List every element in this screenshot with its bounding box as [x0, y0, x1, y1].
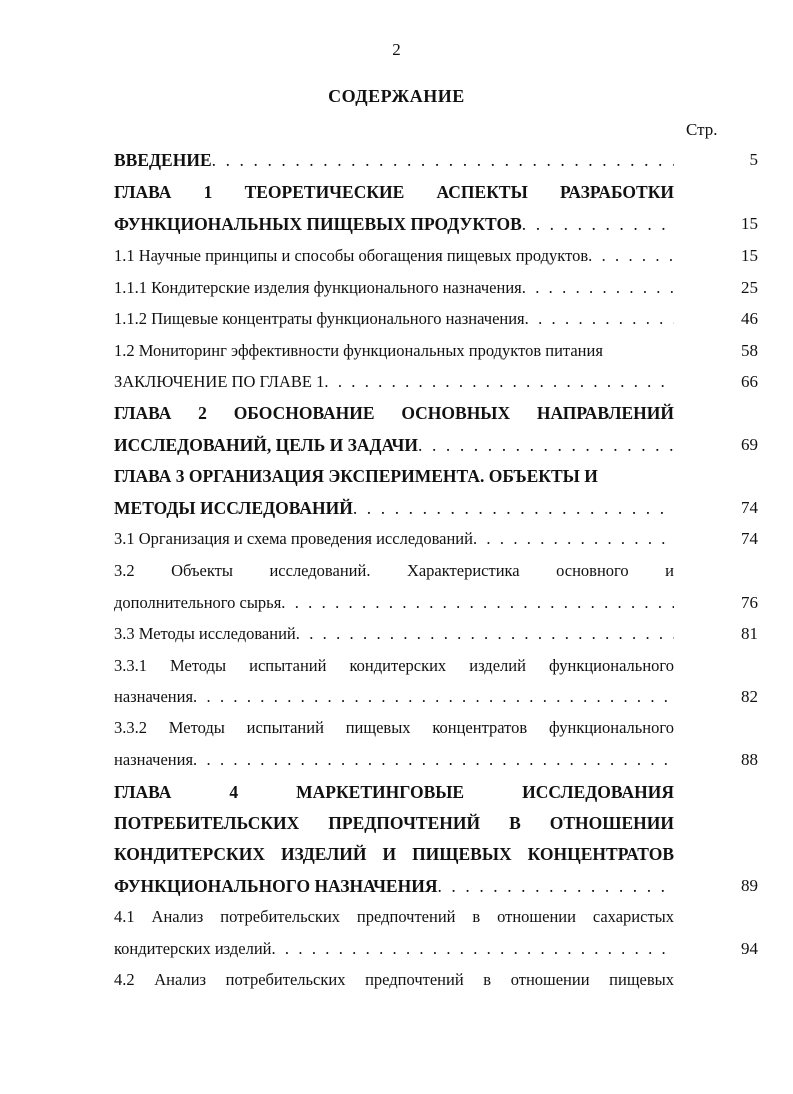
- toc-entry: [114, 305, 758, 333]
- toc-entry-text: 1.1 Научные принципы и способы обогащения пищевых продуктов: [114, 246, 589, 265]
- toc-entry-text: 4.1 Анализ потребительских предпочтений в отношении сахаристых: [114, 907, 674, 926]
- toc-entry: [114, 274, 758, 302]
- toc-entry-text: 1.2 Мониторинг эффективности функциональных продуктов питания: [114, 341, 603, 360]
- toc-entry-text: ФУНКЦИОНАЛЬНОГО НАЗНАЧЕНИЯ: [114, 876, 438, 896]
- toc-entry: [114, 146, 758, 174]
- toc-entry-text: 1.1.1 Кондитерские изделия функционального назначения: [114, 278, 522, 297]
- toc-entry: [114, 652, 758, 680]
- toc-entry: [114, 557, 758, 585]
- toc-entry-page: 58: [741, 341, 758, 360]
- toc-entry: [114, 840, 758, 868]
- toc-entry-text: ИССЛЕДОВАНИЙ, ЦЕЛЬ И ЗАДАЧИ: [114, 435, 418, 455]
- toc-entry-text: назначения: [114, 687, 194, 706]
- toc-entry-text: 4.2 Анализ потребительских предпочтений в отношении пищевых: [114, 970, 674, 989]
- toc-entry-page: 15: [741, 246, 758, 265]
- toc-entry: [114, 337, 758, 365]
- toc-entry: [114, 178, 758, 206]
- toc-entry-text: 1.1.2 Пищевые концентраты функционального назначения: [114, 309, 525, 328]
- toc-entry-page: 15: [741, 214, 758, 233]
- toc-entry: [114, 809, 758, 837]
- toc-entry: [114, 368, 758, 396]
- toc-entry-page: 89: [741, 876, 758, 895]
- page-number: 2: [392, 40, 401, 59]
- toc-entry-text: ПОТРЕБИТЕЛЬСКИХ ПРЕДПОЧТЕНИЙ В ОТНОШЕНИИ: [114, 813, 674, 833]
- toc-entry-text: МЕТОДЫ ИССЛЕДОВАНИЙ: [114, 498, 353, 518]
- toc-entry-text: 3.2 Объекты исследований. Характеристика основного и: [114, 561, 674, 580]
- toc-entry-page: 81: [741, 624, 758, 643]
- toc-entry-page: 46: [741, 309, 758, 328]
- toc-entry-text: ГЛАВА 2 ОБОСНОВАНИЕ ОСНОВНЫХ НАПРАВЛЕНИЙ: [114, 403, 674, 423]
- toc-entry-page: 74: [741, 529, 758, 548]
- toc-entry: [114, 399, 758, 427]
- toc-entry-page: 66: [741, 372, 758, 391]
- toc-entry-page: 88: [741, 750, 758, 769]
- toc-entry-page: 76: [741, 593, 758, 612]
- toc-entry-text: ГЛАВА 4 МАРКЕТИНГОВЫЕ ИССЛЕДОВАНИЯ: [114, 782, 674, 802]
- toc-entry: [114, 872, 758, 900]
- toc-entry-text: назначения: [114, 750, 194, 769]
- toc-entry: [114, 210, 758, 238]
- toc-entry-text: 3.3.1 Методы испытаний кондитерских изделий функционального: [114, 656, 674, 675]
- toc-entry: [114, 431, 758, 459]
- toc-entry-page: 82: [741, 687, 758, 706]
- toc-entry-text: ГЛАВА 3 ОРГАНИЗАЦИЯ ЭКСПЕРИМЕНТА. ОБЪЕКТЫ И: [114, 466, 598, 486]
- toc-entry: [114, 903, 758, 931]
- toc-entry: [114, 462, 758, 490]
- toc-entry: [114, 714, 758, 742]
- toc-entry-text: ЗАКЛЮЧЕНИЕ ПО ГЛАВЕ 1: [114, 372, 325, 391]
- toc-entry: [114, 494, 758, 522]
- toc-entry-text: ВВЕДЕНИЕ: [114, 150, 212, 170]
- toc-entry-text: дополнительного сырья: [114, 593, 282, 612]
- toc-entry-page: 74: [741, 498, 758, 517]
- toc-entry: [114, 683, 758, 711]
- toc-entry-page: 69: [741, 435, 758, 454]
- page-title: СОДЕРЖАНИЕ: [328, 86, 465, 106]
- page-column-header: Стр.: [686, 120, 718, 139]
- toc-entry-text: кондитерских изделий: [114, 939, 272, 958]
- toc-entry-text: ГЛАВА 1 ТЕОРЕТИЧЕСКИЕ АСПЕКТЫ РАЗРАБОТКИ: [114, 182, 674, 202]
- toc-entry: [114, 746, 758, 774]
- toc-entry: [114, 620, 758, 648]
- toc-entry: [114, 525, 758, 553]
- toc-entry-text: 3.3.2 Методы испытаний пищевых концентратов функционального: [114, 718, 674, 737]
- toc-entry-page: 5: [749, 150, 758, 169]
- toc-entry-text: 3.3 Методы исследований: [114, 624, 296, 643]
- toc-entry-text: КОНДИТЕРСКИХ ИЗДЕЛИЙ И ПИЩЕВЫХ КОНЦЕНТРАТОВ: [114, 844, 674, 864]
- toc-entry: [114, 966, 758, 994]
- toc-entry: [114, 242, 758, 270]
- toc-entry-page: 25: [741, 278, 758, 297]
- toc-entry: [114, 589, 758, 617]
- toc-entry-page: 94: [741, 939, 758, 958]
- toc-entry-text: ФУНКЦИОНАЛЬНЫХ ПИЩЕВЫХ ПРОДУКТОВ: [114, 214, 522, 234]
- toc-entry: [114, 778, 758, 806]
- toc-entry-text: 3.1 Организация и схема проведения исследований: [114, 529, 473, 548]
- toc-entry: [114, 935, 758, 963]
